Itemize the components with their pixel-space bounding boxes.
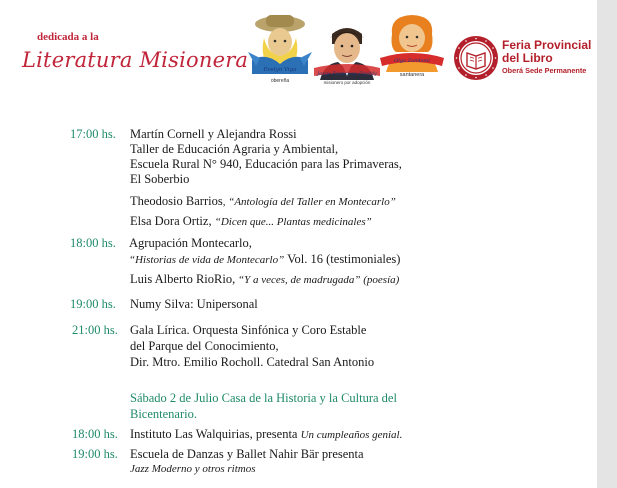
b5-line1-text: Instituto Las Walquirias, presenta: [130, 427, 301, 441]
b1-line2: Taller de Educación Agraria y Ambiental,: [130, 142, 339, 156]
b2-line2-title: “Historias de vida de Montecarlo”: [129, 254, 285, 266]
b5-line1-title: Un cumpleaños genial.: [300, 429, 403, 441]
b3-line1: Numy Silva: Unipersonal: [130, 297, 258, 311]
b1-entry3: [130, 214, 372, 229]
b1-entry3-name: Elsa Dora Ortiz,: [130, 214, 212, 228]
portrait-2: [314, 24, 380, 90]
b1-line1: Martín Cornell y Alejandra Rossi: [130, 127, 297, 141]
portrait-1-caption: obereña: [270, 78, 290, 84]
b2-line2-rest: Vol. 16 (testimoniales): [284, 252, 401, 266]
b1-entry2: [130, 194, 396, 209]
b4-line3: Dir. Mtro. Emilio Rocholl. Catedral San Antonio: [130, 355, 375, 369]
b4-line1: Gala Lírica. Orquesta Sinfónica y Coro Estable: [130, 323, 367, 337]
portrait-3-caption: santanera: [399, 72, 425, 78]
time-1800: 18:00 hs.: [70, 236, 116, 250]
time-1800-day2: 18:00 hs.: [72, 427, 118, 441]
b2-line2: [129, 252, 400, 267]
time-1700: 17:00 hs.: [70, 127, 116, 141]
b1-line4: El Soberbio: [130, 172, 190, 186]
b6-line2: Jazz Moderno y otros ritmos: [130, 463, 256, 475]
time-1900-day2: 19:00 hs.: [72, 447, 118, 461]
b1-entry2-name: Theodosio Barrios: [130, 194, 223, 208]
feria-title: [502, 39, 591, 65]
b1-line3: Escuela Rural N° 940, Educación para las Primaveras,: [130, 157, 402, 171]
day2-heading-line2: Bicentenario.: [130, 407, 197, 421]
right-margin: [597, 0, 617, 488]
b2-line1: Agrupación Montecarlo,: [129, 236, 252, 250]
portrait-woman-icon: [378, 12, 446, 74]
day2-heading-line1: Sábado 2 de Julio Casa de la Historia y la Cultura del: [130, 391, 397, 405]
dedicada-label: dedicada a la: [37, 31, 99, 43]
portrait-1: [246, 12, 314, 90]
b5-line1: [130, 427, 402, 442]
literatura-title: Literatura Misionera: [22, 48, 249, 72]
feria-title-line2: del Libro: [502, 51, 553, 65]
b1-entry2-work: , “Antología del Taller en Montecarlo”: [222, 196, 396, 208]
b1-entry3-work: “Dicen que... Plantas medicinales”: [214, 216, 372, 228]
feria-logo-icon: [453, 35, 499, 81]
portrait-2-signature: Jorge Francisco Freddy: [317, 71, 377, 77]
b6-line1: Escuela de Danzas y Ballet Nahir Bär presenta: [130, 447, 364, 461]
b2-line3-work: “Y a veces, de madrugada” (poesía): [235, 274, 400, 286]
feria-title-line1: Feria Provincial: [502, 38, 592, 52]
time-1900: 19:00 hs.: [70, 297, 116, 311]
feria-subtitle: Oberá Sede Permanente: [502, 66, 587, 75]
portrait-1-signature: Evelyn Viga: [263, 67, 297, 73]
b4-line2: del Parque del Conocimiento,: [130, 339, 279, 353]
b2-line3-name: Luis Alberto RioRio,: [130, 272, 236, 286]
portrait-3: [378, 12, 446, 84]
portrait-2-caption: misionero por adopción: [323, 80, 371, 85]
time-2100: 21:00 hs.: [72, 323, 118, 337]
portrait-3-signature: Olga Zamboni: [394, 58, 430, 64]
b2-line3: [130, 272, 399, 287]
